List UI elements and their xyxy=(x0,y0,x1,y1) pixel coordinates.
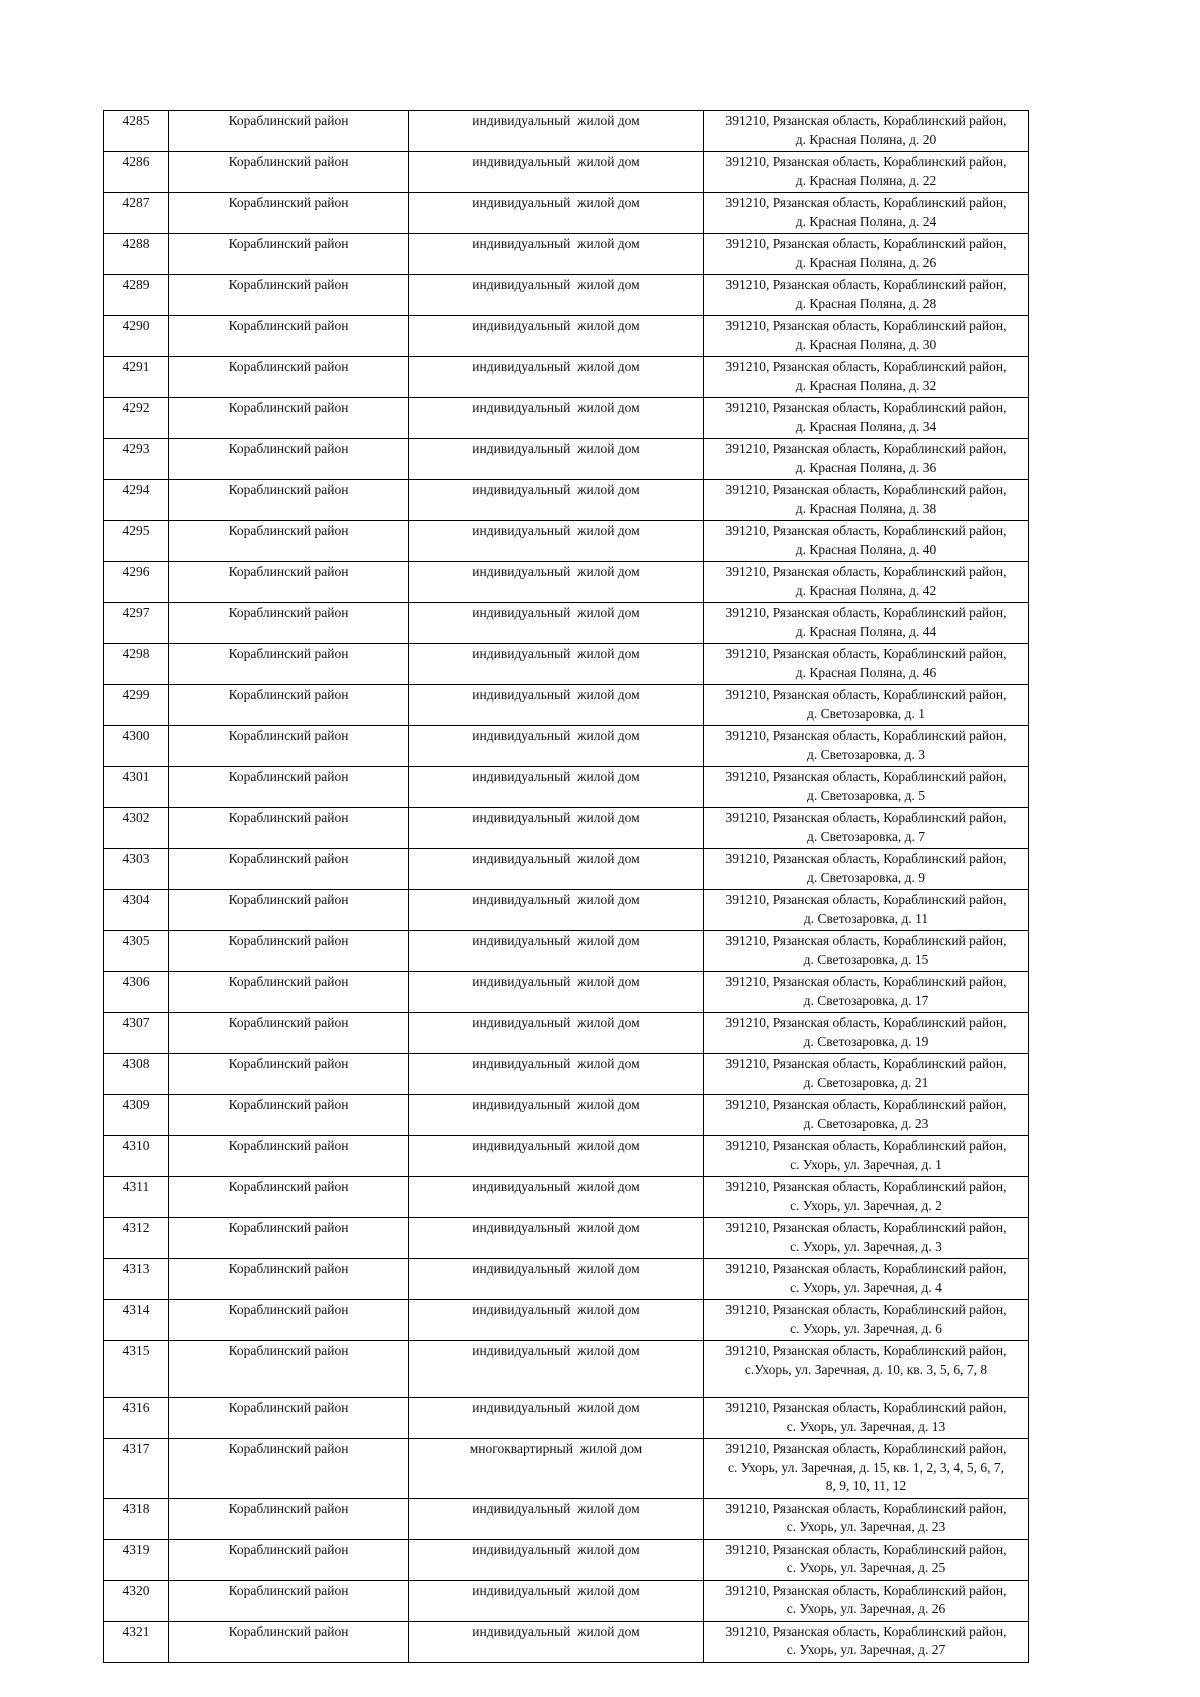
row-number-cell: 4299 xyxy=(104,685,169,726)
address-line: 391210, Рязанская область, Кораблинский район, xyxy=(725,441,1007,456)
address-cell xyxy=(704,1439,1029,1499)
building-type-cell: индивидуальный жилой дом xyxy=(409,849,704,890)
table-row xyxy=(104,1259,1029,1300)
address-line: 391210, Рязанская область, Кораблинский район, xyxy=(725,1500,1007,1516)
address-cell xyxy=(704,439,1029,480)
address-cell xyxy=(704,275,1029,316)
address-cell xyxy=(704,1013,1029,1054)
district-cell: Кораблинский район xyxy=(169,1539,409,1580)
row-number-cell: 4313 xyxy=(104,1259,169,1300)
row-number-cell: 4290 xyxy=(104,316,169,357)
address-line: 391210, Рязанская область, Кораблинский район, xyxy=(725,892,1007,907)
address-cell xyxy=(704,1218,1029,1259)
address-cell xyxy=(704,111,1029,152)
building-type-cell: индивидуальный жилой дом xyxy=(409,562,704,603)
building-type-cell: индивидуальный жилой дом xyxy=(409,890,704,931)
row-number-cell: 4316 xyxy=(104,1398,169,1439)
address-cell xyxy=(704,1621,1029,1662)
address-line: д. Красная Поляна, д. 38 xyxy=(795,500,937,516)
address-line: д. Светозаровка, д. 1 xyxy=(806,705,926,721)
address-line: 391210, Рязанская область, Кораблинский район, xyxy=(725,1400,1007,1415)
table-row xyxy=(104,398,1029,439)
table-row xyxy=(104,685,1029,726)
table-row xyxy=(104,1095,1029,1136)
row-number-cell: 4288 xyxy=(104,234,169,275)
district-cell: Кораблинский район xyxy=(169,972,409,1013)
building-type-cell: индивидуальный жилой дом xyxy=(409,357,704,398)
table-row xyxy=(104,767,1029,808)
district-cell: Кораблинский район xyxy=(169,480,409,521)
address-cell xyxy=(704,234,1029,275)
address-line: 391210, Рязанская область, Кораблинский район, xyxy=(725,1302,1007,1317)
district-cell: Кораблинский район xyxy=(169,1013,409,1054)
building-type-cell: индивидуальный жилой дом xyxy=(409,1300,704,1341)
address-line: 391210, Рязанская область, Кораблинский район, xyxy=(725,523,1007,538)
address-line: д. Светозаровка, д. 23 xyxy=(803,1115,929,1131)
table-row xyxy=(104,439,1029,480)
building-type-cell: индивидуальный жилой дом xyxy=(409,1580,704,1621)
address-line: д. Красная Поляна, д. 46 xyxy=(795,664,937,680)
address-line: 391210, Рязанская область, Кораблинский район, xyxy=(725,195,1007,210)
building-type-cell: многоквартирный жилой дом xyxy=(409,1439,704,1499)
building-type-cell: индивидуальный жилой дом xyxy=(409,521,704,562)
building-type-cell: индивидуальный жилой дом xyxy=(409,111,704,152)
district-cell: Кораблинский район xyxy=(169,1259,409,1300)
building-type-cell: индивидуальный жилой дом xyxy=(409,275,704,316)
address-cell xyxy=(704,357,1029,398)
address-line: с. Ухорь, ул. Заречная, д. 23 xyxy=(786,1519,946,1534)
building-type-cell: индивидуальный жилой дом xyxy=(409,972,704,1013)
table-row xyxy=(104,1136,1029,1177)
address-line: д. Светозаровка, д. 5 xyxy=(806,787,926,803)
row-number-cell: 4301 xyxy=(104,767,169,808)
building-type-cell: индивидуальный жилой дом xyxy=(409,726,704,767)
row-number-cell: 4307 xyxy=(104,1013,169,1054)
address-line: 391210, Рязанская область, Кораблинский район, xyxy=(725,1582,1007,1598)
district-cell: Кораблинский район xyxy=(169,439,409,480)
table-row xyxy=(104,931,1029,972)
address-line: д. Светозаровка, д. 9 xyxy=(806,869,926,885)
district-cell: Кораблинский район xyxy=(169,890,409,931)
building-type-cell: индивидуальный жилой дом xyxy=(409,480,704,521)
table-row xyxy=(104,603,1029,644)
row-number-cell: 4285 xyxy=(104,111,169,152)
table-row xyxy=(104,152,1029,193)
district-cell: Кораблинский район xyxy=(169,1398,409,1439)
district-cell: Кораблинский район xyxy=(169,1439,409,1499)
building-type-cell: индивидуальный жилой дом xyxy=(409,1398,704,1439)
address-line: с. Ухорь, ул. Заречная, д. 1 xyxy=(790,1156,942,1172)
table-row xyxy=(104,521,1029,562)
row-number-cell: 4298 xyxy=(104,644,169,685)
table-row xyxy=(104,1013,1029,1054)
address-line: д. Красная Поляна, д. 34 xyxy=(795,418,937,434)
address-line: д. Красная Поляна, д. 42 xyxy=(795,582,937,598)
address-line: 8, 9, 10, 11, 12 xyxy=(825,1478,907,1493)
district-cell: Кораблинский район xyxy=(169,767,409,808)
row-number-cell: 4305 xyxy=(104,931,169,972)
address-line: д. Светозаровка, д. 15 xyxy=(803,951,929,967)
district-cell: Кораблинский район xyxy=(169,1136,409,1177)
building-type-cell: индивидуальный жилой дом xyxy=(409,439,704,480)
row-number-cell: 4315 xyxy=(104,1341,169,1398)
address-line: с. Ухорь, ул. Заречная, д. 26 xyxy=(786,1601,946,1616)
row-number-cell: 4308 xyxy=(104,1054,169,1095)
building-type-cell: индивидуальный жилой дом xyxy=(409,1095,704,1136)
address-cell xyxy=(704,521,1029,562)
table-row xyxy=(104,111,1029,152)
address-line: д. Красная Поляна, д. 32 xyxy=(795,377,937,393)
address-cell xyxy=(704,1580,1029,1621)
address-line: 391210, Рязанская область, Кораблинский район, xyxy=(725,1097,1007,1112)
address-line: 391210, Рязанская область, Кораблинский район, xyxy=(725,933,1007,948)
address-line: д. Светозаровка, д. 17 xyxy=(803,992,929,1008)
district-cell: Кораблинский район xyxy=(169,1621,409,1662)
table-row xyxy=(104,1054,1029,1095)
row-number-cell: 4294 xyxy=(104,480,169,521)
address-cell xyxy=(704,398,1029,439)
address-line: 391210, Рязанская область, Кораблинский район, xyxy=(725,1541,1007,1557)
address-line: 391210, Рязанская область, Кораблинский район, xyxy=(725,974,1007,989)
row-number-cell: 4312 xyxy=(104,1218,169,1259)
district-cell: Кораблинский район xyxy=(169,1341,409,1398)
address-line: 391210, Рязанская область, Кораблинский район, xyxy=(725,236,1007,251)
district-cell: Кораблинский район xyxy=(169,357,409,398)
table-row xyxy=(104,808,1029,849)
district-cell: Кораблинский район xyxy=(169,808,409,849)
district-cell: Кораблинский район xyxy=(169,1498,409,1539)
table-row xyxy=(104,193,1029,234)
row-number-cell: 4310 xyxy=(104,1136,169,1177)
address-line: с. Ухорь, ул. Заречная, д. 25 xyxy=(786,1560,946,1575)
district-cell: Кораблинский район xyxy=(169,1580,409,1621)
address-cell xyxy=(704,1498,1029,1539)
table-row xyxy=(104,234,1029,275)
address-line: с. Ухорь, ул. Заречная, д. 13 xyxy=(786,1418,946,1434)
row-number-cell: 4292 xyxy=(104,398,169,439)
address-cell xyxy=(704,1539,1029,1580)
building-type-cell: индивидуальный жилой дом xyxy=(409,1136,704,1177)
address-line: д. Светозаровка, д. 19 xyxy=(803,1033,929,1049)
row-number-cell: 4319 xyxy=(104,1539,169,1580)
district-cell: Кораблинский район xyxy=(169,726,409,767)
address-line: д. Светозаровка, д. 7 xyxy=(806,828,926,844)
building-type-cell: индивидуальный жилой дом xyxy=(409,316,704,357)
address-line: д. Красная Поляна, д. 44 xyxy=(795,623,937,639)
address-cell xyxy=(704,316,1029,357)
table-row xyxy=(104,890,1029,931)
district-cell: Кораблинский район xyxy=(169,931,409,972)
row-number-cell: 4314 xyxy=(104,1300,169,1341)
building-type-cell: индивидуальный жилой дом xyxy=(409,1259,704,1300)
table-row xyxy=(104,1580,1029,1621)
address-line: 391210, Рязанская область, Кораблинский район, xyxy=(725,400,1007,415)
district-cell: Кораблинский район xyxy=(169,234,409,275)
address-line: с. Ухорь, ул. Заречная, д. 4 xyxy=(790,1279,942,1295)
table-row xyxy=(104,1341,1029,1398)
address-cell xyxy=(704,193,1029,234)
address-line: 391210, Рязанская область, Кораблинский район, xyxy=(725,1138,1007,1153)
address-line: 391210, Рязанская область, Кораблинский район, xyxy=(725,1220,1007,1235)
row-number-cell: 4297 xyxy=(104,603,169,644)
address-cell xyxy=(704,972,1029,1013)
district-cell: Кораблинский район xyxy=(169,1095,409,1136)
building-type-cell: индивидуальный жилой дом xyxy=(409,1013,704,1054)
table-row xyxy=(104,1300,1029,1341)
address-line: 391210, Рязанская область, Кораблинский район, xyxy=(725,1015,1007,1030)
building-type-cell: индивидуальный жилой дом xyxy=(409,603,704,644)
district-cell: Кораблинский район xyxy=(169,275,409,316)
row-number-cell: 4289 xyxy=(104,275,169,316)
district-cell: Кораблинский район xyxy=(169,1054,409,1095)
address-line: 391210, Рязанская область, Кораблинский район, xyxy=(725,646,1007,661)
address-cell xyxy=(704,562,1029,603)
building-type-cell: индивидуальный жилой дом xyxy=(409,808,704,849)
address-cell xyxy=(704,685,1029,726)
table-row xyxy=(104,480,1029,521)
housing-registry-table xyxy=(103,110,1029,1663)
district-cell: Кораблинский район xyxy=(169,1177,409,1218)
table-row xyxy=(104,357,1029,398)
row-number-cell: 4306 xyxy=(104,972,169,1013)
registry-body xyxy=(104,111,1029,1663)
address-line: 391210, Рязанская область, Кораблинский район, xyxy=(725,687,1007,702)
address-line: д. Красная Поляна, д. 30 xyxy=(795,336,937,352)
address-line: д. Светозаровка, д. 11 xyxy=(803,910,929,926)
row-number-cell: 4303 xyxy=(104,849,169,890)
address-line: 391210, Рязанская область, Кораблинский район, xyxy=(725,851,1007,866)
table-row xyxy=(104,1539,1029,1580)
address-line: 391210, Рязанская область, Кораблинский район, xyxy=(725,564,1007,579)
address-cell xyxy=(704,1136,1029,1177)
building-type-cell: индивидуальный жилой дом xyxy=(409,644,704,685)
building-type-cell: индивидуальный жилой дом xyxy=(409,1177,704,1218)
document-page xyxy=(103,110,1028,1663)
district-cell: Кораблинский район xyxy=(169,562,409,603)
address-line: д. Красная Поляна, д. 36 xyxy=(795,459,937,475)
table-row xyxy=(104,275,1029,316)
building-type-cell: индивидуальный жилой дом xyxy=(409,1054,704,1095)
district-cell: Кораблинский район xyxy=(169,111,409,152)
address-line: 391210, Рязанская область, Кораблинский район, xyxy=(725,318,1007,333)
row-number-cell: 4286 xyxy=(104,152,169,193)
table-row xyxy=(104,1439,1029,1499)
district-cell: Кораблинский район xyxy=(169,685,409,726)
table-row xyxy=(104,316,1029,357)
row-number-cell: 4304 xyxy=(104,890,169,931)
row-number-cell: 4320 xyxy=(104,1580,169,1621)
address-cell xyxy=(704,1095,1029,1136)
district-cell: Кораблинский район xyxy=(169,603,409,644)
table-row xyxy=(104,726,1029,767)
address-line: с. Ухорь, ул. Заречная, д. 3 xyxy=(790,1238,942,1254)
row-number-cell: 4287 xyxy=(104,193,169,234)
building-type-cell: индивидуальный жилой дом xyxy=(409,1621,704,1662)
district-cell: Кораблинский район xyxy=(169,398,409,439)
building-type-cell: индивидуальный жилой дом xyxy=(409,1498,704,1539)
table-row xyxy=(104,1177,1029,1218)
row-number-cell: 4317 xyxy=(104,1439,169,1499)
district-cell: Кораблинский район xyxy=(169,316,409,357)
district-cell: Кораблинский район xyxy=(169,1218,409,1259)
district-cell: Кораблинский район xyxy=(169,152,409,193)
address-cell xyxy=(704,931,1029,972)
address-line: 391210, Рязанская область, Кораблинский район, xyxy=(725,1261,1007,1276)
table-row xyxy=(104,562,1029,603)
address-line: д. Светозаровка, д. 3 xyxy=(806,746,926,762)
row-number-cell: 4293 xyxy=(104,439,169,480)
building-type-cell: индивидуальный жилой дом xyxy=(409,398,704,439)
address-line: 391210, Рязанская область, Кораблинский район, xyxy=(725,482,1007,497)
address-line: с. Ухорь, ул. Заречная, д. 6 xyxy=(790,1320,942,1336)
row-number-cell: 4300 xyxy=(104,726,169,767)
address-line: с.Ухорь, ул. Заречная, д. 10, кв. 3, 5, 6, 7, 8 xyxy=(744,1361,988,1377)
address-line: д. Красная Поляна, д. 28 xyxy=(795,295,937,311)
district-cell: Кораблинский район xyxy=(169,849,409,890)
address-line: 391210, Рязанская область, Кораблинский район, xyxy=(725,1056,1007,1071)
address-line: д. Красная Поляна, д. 24 xyxy=(795,213,937,229)
row-number-cell: 4309 xyxy=(104,1095,169,1136)
building-type-cell: индивидуальный жилой дом xyxy=(409,1218,704,1259)
row-number-cell: 4321 xyxy=(104,1621,169,1662)
address-line: 391210, Рязанская область, Кораблинский район, xyxy=(725,1343,1007,1358)
district-cell: Кораблинский район xyxy=(169,521,409,562)
address-cell xyxy=(704,603,1029,644)
address-cell xyxy=(704,726,1029,767)
building-type-cell: индивидуальный жилой дом xyxy=(409,1341,704,1398)
address-line: 391210, Рязанская область, Кораблинский район, xyxy=(725,1623,1007,1639)
table-row xyxy=(104,644,1029,685)
address-line: 391210, Рязанская область, Кораблинский район, xyxy=(725,154,1007,169)
district-cell: Кораблинский район xyxy=(169,193,409,234)
address-cell xyxy=(704,1259,1029,1300)
building-type-cell: индивидуальный жилой дом xyxy=(409,767,704,808)
address-line: 391210, Рязанская область, Кораблинский район, xyxy=(725,277,1007,292)
address-cell xyxy=(704,767,1029,808)
address-cell xyxy=(704,480,1029,521)
address-cell xyxy=(704,808,1029,849)
district-cell: Кораблинский район xyxy=(169,1300,409,1341)
address-cell xyxy=(704,890,1029,931)
row-number-cell: 4291 xyxy=(104,357,169,398)
row-number-cell: 4295 xyxy=(104,521,169,562)
address-cell xyxy=(704,1177,1029,1218)
address-line: 391210, Рязанская область, Кораблинский район, xyxy=(725,728,1007,743)
address-line: с. Ухорь, ул. Заречная, д. 15, кв. 1, 2, 3, 4, 5, 6, 7, xyxy=(727,1459,1005,1475)
table-row xyxy=(104,1621,1029,1662)
table-row xyxy=(104,1398,1029,1439)
building-type-cell: индивидуальный жилой дом xyxy=(409,234,704,275)
address-line: д. Красная Поляна, д. 22 xyxy=(795,172,937,188)
address-line: с. Ухорь, ул. Заречная, д. 27 xyxy=(786,1642,946,1657)
address-line: 391210, Рязанская область, Кораблинский район, xyxy=(725,113,1007,128)
address-line: 391210, Рязанская область, Кораблинский район, xyxy=(725,1441,1007,1456)
address-line: д. Светозаровка, д. 21 xyxy=(803,1074,929,1090)
building-type-cell: индивидуальный жилой дом xyxy=(409,685,704,726)
building-type-cell: индивидуальный жилой дом xyxy=(409,931,704,972)
row-number-cell: 4296 xyxy=(104,562,169,603)
building-type-cell: индивидуальный жилой дом xyxy=(409,152,704,193)
row-number-cell: 4302 xyxy=(104,808,169,849)
address-cell xyxy=(704,1341,1029,1398)
row-number-cell: 4318 xyxy=(104,1498,169,1539)
address-line: д. Красная Поляна, д. 20 xyxy=(795,131,937,147)
address-cell xyxy=(704,849,1029,890)
building-type-cell: индивидуальный жилой дом xyxy=(409,193,704,234)
address-cell xyxy=(704,152,1029,193)
row-number-cell: 4311 xyxy=(104,1177,169,1218)
address-cell xyxy=(704,1300,1029,1341)
address-line: 391210, Рязанская область, Кораблинский район, xyxy=(725,810,1007,825)
address-line: д. Красная Поляна, д. 26 xyxy=(795,254,937,270)
address-cell xyxy=(704,1398,1029,1439)
table-row xyxy=(104,1218,1029,1259)
table-row xyxy=(104,849,1029,890)
address-cell xyxy=(704,1054,1029,1095)
building-type-cell: индивидуальный жилой дом xyxy=(409,1539,704,1580)
address-cell xyxy=(704,644,1029,685)
address-line: с. Ухорь, ул. Заречная, д. 2 xyxy=(790,1197,942,1213)
address-line: 391210, Рязанская область, Кораблинский район, xyxy=(725,769,1007,784)
address-line: 391210, Рязанская область, Кораблинский район, xyxy=(725,1179,1007,1194)
address-line: д. Красная Поляна, д. 40 xyxy=(795,541,937,557)
table-row xyxy=(104,1498,1029,1539)
table-row xyxy=(104,972,1029,1013)
address-line: 391210, Рязанская область, Кораблинский район, xyxy=(725,359,1007,374)
address-line: 391210, Рязанская область, Кораблинский район, xyxy=(725,605,1007,620)
district-cell: Кораблинский район xyxy=(169,644,409,685)
